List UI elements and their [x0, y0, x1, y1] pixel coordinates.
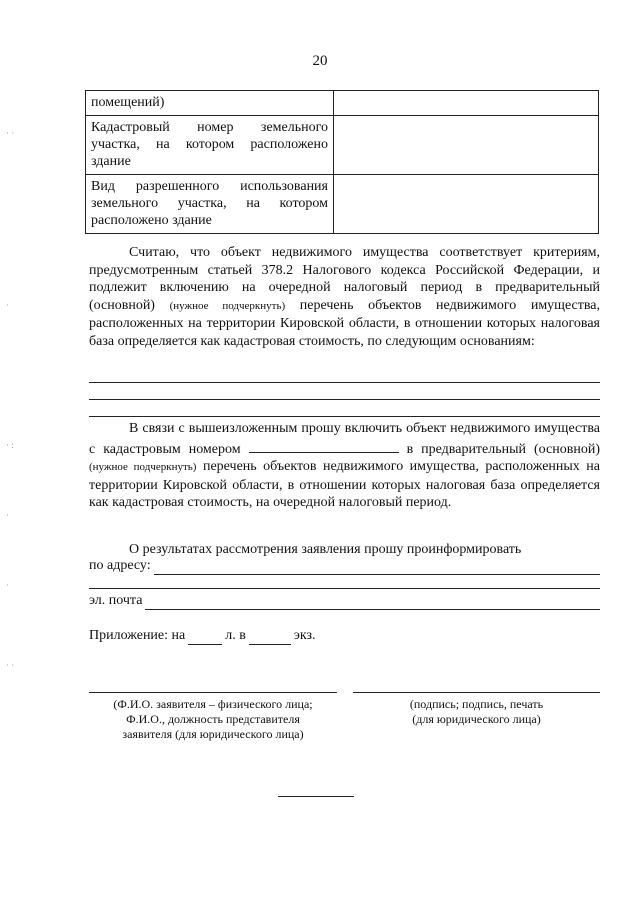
scan-artifact: · · [6, 128, 15, 138]
email-label: эл. почта [89, 593, 143, 608]
page-number: 20 [312, 53, 328, 69]
table-cell-value [334, 175, 599, 234]
table-row [86, 116, 599, 175]
attachment-row [89, 627, 316, 645]
table-cell-label: Вид разрешенного использования земельного участка, на котором расположено здание [86, 175, 334, 234]
object-properties-table [85, 90, 599, 234]
email-field[interactable] [145, 595, 600, 610]
applicant-caption-line-3: заявителя (для юридического лица) [122, 727, 304, 741]
scan-artifact: · [6, 580, 9, 590]
grounds-paragraph [89, 244, 600, 351]
attachment-pages-field[interactable] [188, 630, 222, 645]
table-cell-label: помещений) [86, 91, 334, 116]
email-row [89, 592, 600, 610]
request-text-2: в предварительный (основной) [406, 441, 600, 457]
grounds-line-2[interactable] [89, 399, 600, 400]
request-text-1: В связи с вышеизложенным прошу включить объект недвижимого имущества с кадастровым номером [89, 421, 600, 457]
attachment-suffix: экз. [293, 628, 316, 643]
grounds-note: (нужное подчеркнуть) [169, 299, 286, 312]
applicant-caption-line-2: Ф.И.О., должность представителя [126, 712, 300, 726]
scan-artifact: · : [6, 440, 14, 450]
table-row [86, 91, 599, 116]
signature-caption-line-1: (подпись; подпись, печать [409, 697, 544, 711]
inform-text: О результатах рассмотрения заявления прошу проинформировать [129, 542, 522, 557]
inform-paragraph [89, 541, 600, 559]
attachment-middle: л. в [225, 628, 246, 643]
address-field[interactable] [154, 560, 600, 575]
scan-artifact: · [6, 510, 9, 520]
grounds-line-3[interactable] [89, 416, 600, 417]
signature-caption [353, 697, 600, 727]
applicant-name-line[interactable] [89, 692, 337, 693]
table-cell-value [334, 91, 599, 116]
grounds-line-1[interactable] [89, 382, 600, 383]
signature-caption-line-2: (для юридического лица) [412, 712, 541, 726]
attachment-copies-field[interactable] [249, 630, 291, 645]
grounds-text-2: перечень объектов недвижимого имущества, расположенных на территории Кировской области, в отношении которых налоговая база определяется как кадастровая стоимость, по следующим основаниям: [89, 297, 600, 349]
address-field-line-2[interactable] [89, 588, 600, 589]
address-label: по адресу: [89, 558, 151, 573]
request-paragraph [89, 420, 600, 512]
scan-artifact: · · [6, 660, 15, 670]
table-cell-value [334, 116, 599, 175]
table-row [86, 175, 599, 234]
applicant-name-caption [89, 697, 337, 742]
request-text-3: перечень объектов недвижимого имущества, расположенных на территории Кировской области, в отношении которых налоговая база определяется как кадастровая стоимость, на очередной налоговый период. [89, 459, 600, 511]
applicant-caption-line-1: (Ф.И.О. заявителя – физического лица; [113, 697, 313, 711]
cadastral-number-field[interactable] [249, 438, 399, 453]
request-note: (нужное подчеркнуть) [89, 461, 197, 474]
attachment-prefix: Приложение: на [89, 628, 186, 643]
scan-artifact: · [6, 300, 9, 310]
table-cell-label: Кадастровый номер земельного участка, на котором расположено здание [86, 116, 334, 175]
end-divider [278, 796, 354, 797]
grounds-text-1: Считаю, что объект недвижимого имущества соответствует критериям, предусмотренным статьей 378.2 Налогового кодекса Российской Федерации, и подлежит включению на очередной налоговый период в предварительный (основной) [89, 245, 600, 313]
address-row [89, 557, 600, 575]
signature-line[interactable] [353, 692, 600, 693]
